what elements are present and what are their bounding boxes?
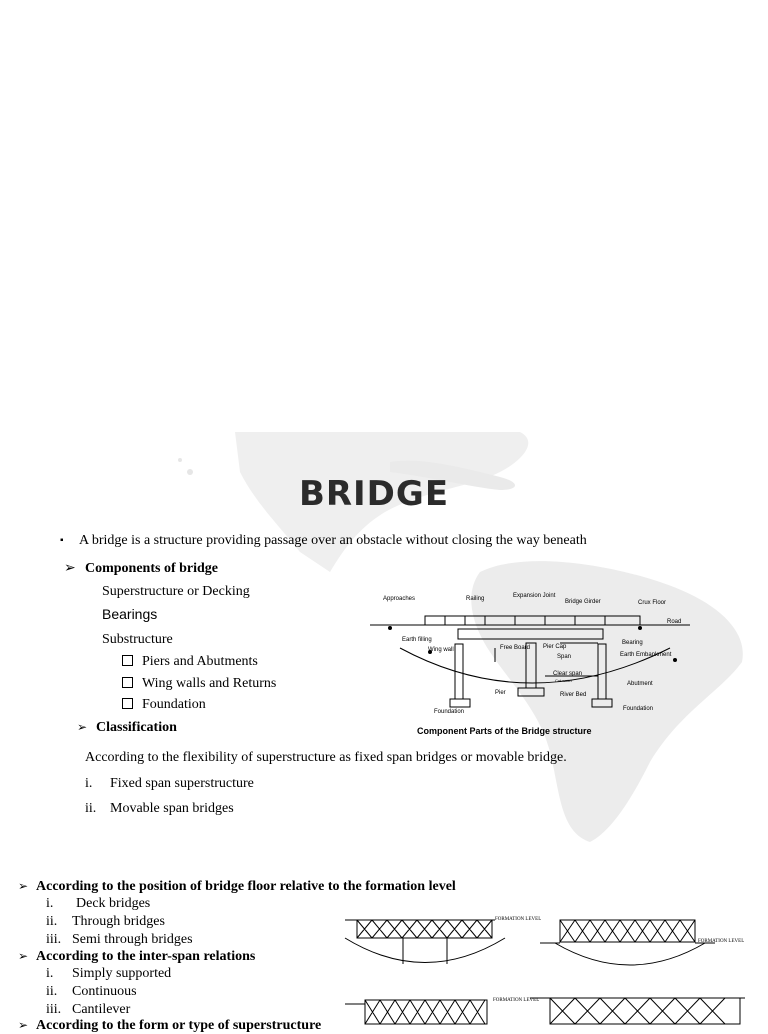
island-dot	[178, 458, 182, 462]
flexibility-text: According to the flexibility of superstructure as fixed span bridges or movable bridge.	[85, 750, 567, 765]
span-type-text: Movable span bridges	[110, 801, 234, 816]
railing-shape	[425, 616, 640, 625]
label-river-bed: River Bed	[560, 692, 587, 698]
list-number: ii.	[46, 914, 58, 929]
label-expansion-joint: Expansion Joint	[513, 593, 556, 599]
label-earth-filling: Earth filling	[402, 637, 432, 643]
label-cut-water: Cut water	[555, 678, 573, 683]
formation-level-label: FORMATION LEVEL	[495, 917, 542, 922]
label-span: Span	[557, 654, 572, 660]
shrub-icon	[673, 658, 677, 662]
through-bridge-sketch	[540, 912, 745, 972]
shrub-icon	[388, 626, 392, 630]
list-item: Cantilever	[72, 1002, 131, 1017]
arrow-bullet-icon: ➢	[18, 879, 29, 893]
sub-component-item: Piers and Abutments	[122, 654, 258, 670]
components-heading: Components of bridge	[85, 561, 219, 576]
component-item: Superstructure or Decking	[102, 584, 250, 599]
superstructure-form-heading: According to the form or type of superstructure	[36, 1018, 322, 1033]
label-bearing: Bearing	[622, 640, 643, 646]
slide-title: BRIDGE	[298, 474, 450, 514]
label-foundation-right: Foundation	[623, 706, 654, 712]
checkbox-square-icon	[122, 698, 133, 709]
label-railing: Railing	[466, 596, 485, 602]
label-pier-cap: Pier Cap	[543, 644, 567, 650]
list-item: Semi through bridges	[72, 932, 193, 947]
sub-component-item: Wing walls and Returns	[122, 676, 276, 692]
list-number: iii.	[46, 932, 62, 947]
label-free-board: Free Board	[500, 645, 531, 651]
label-bridge-girder: Bridge Girder	[565, 599, 601, 605]
label-abutment: Abutment	[627, 681, 653, 687]
sub-component-item: Foundation	[122, 697, 206, 713]
list-item: Continuous	[72, 984, 137, 999]
component-item: Bearings	[102, 606, 158, 622]
arrow-bullet-icon: ➢	[77, 720, 88, 734]
list-number: iii.	[46, 1002, 62, 1017]
bullet-square-icon: ▪	[60, 535, 64, 546]
diagram-caption: Component Parts of the Bridge structure	[417, 726, 592, 736]
arrow-bullet-icon: ➢	[64, 561, 76, 576]
list-item: Through bridges	[72, 914, 165, 929]
classification-heading: Classification	[96, 720, 177, 735]
arrow-bullet-icon: ➢	[18, 1018, 29, 1032]
component-item: Substructure	[102, 632, 173, 647]
label-earth-embankment: Earth Embankment	[620, 652, 672, 658]
label-approaches: Approaches	[383, 596, 416, 602]
arrow-bullet-icon: ➢	[18, 949, 29, 963]
abutment-right	[598, 644, 606, 699]
deck-bridge-sketch	[345, 912, 542, 972]
span-type-text: Fixed span superstructure	[110, 776, 254, 791]
bridge-components-diagram	[370, 588, 700, 743]
girder-shape	[458, 629, 603, 639]
label-crux-floor: Crux Floor	[638, 600, 667, 606]
shrub-icon	[638, 626, 642, 630]
label-wing-wall: Wing wall	[428, 647, 454, 653]
label-pier: Pier	[495, 690, 506, 696]
formation-level-label: FORMATION LEVEL	[493, 998, 540, 1003]
span-type-number: ii.	[85, 801, 97, 816]
semi-through-bridge-sketch	[345, 992, 745, 1024]
label-road: Road	[667, 619, 682, 625]
span-type-number: i.	[85, 776, 93, 791]
list-item: Simply supported	[72, 966, 172, 981]
formation-level-heading: According to the position of bridge floor relative to the formation level	[36, 879, 456, 894]
list-number: i.	[46, 966, 54, 981]
checkbox-square-icon	[122, 655, 133, 666]
label-foundation-left: Foundation	[434, 709, 465, 715]
formation-level-label: FORMATION LEVEL	[698, 939, 745, 944]
list-number: i.	[46, 896, 54, 911]
label-clear-span: Clear span	[553, 671, 583, 677]
list-item: Deck bridges	[76, 896, 151, 911]
inter-span-heading: According to the inter-span relations	[36, 949, 256, 964]
intro-text: A bridge is a structure providing passage over an obstacle without closing the way beneath	[79, 533, 587, 548]
list-number: ii.	[46, 984, 58, 999]
checkbox-square-icon	[122, 677, 133, 688]
